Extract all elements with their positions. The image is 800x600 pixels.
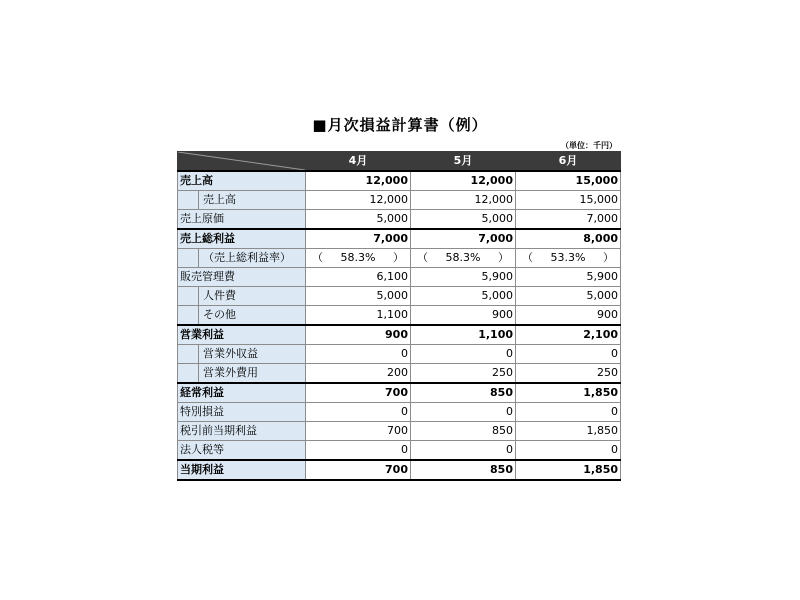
row-non-operating-income [178, 345, 621, 364]
cell-value: 7,000 [306, 229, 411, 249]
cell-value: 5,000 [411, 287, 516, 306]
paren-close: ） [603, 251, 614, 264]
row-label: 販売管理費 [178, 268, 306, 287]
corner-cell [178, 152, 306, 172]
row-label: 特別損益 [178, 403, 306, 422]
cell-value: 7,000 [516, 210, 621, 230]
cell-value: 5,900 [411, 268, 516, 287]
row-label: その他 [203, 308, 236, 321]
cell-value: 900 [411, 306, 516, 326]
cell-value: 700 [306, 422, 411, 441]
row-label-cell [178, 364, 306, 384]
row-label: 経常利益 [178, 383, 306, 403]
cell-value: 0 [306, 441, 411, 461]
row-ordinary-profit [178, 383, 621, 403]
cell-value: 0 [306, 345, 411, 364]
cell-value: 850 [411, 460, 516, 480]
cell-value: 5,000 [411, 210, 516, 230]
cell-value: 200 [306, 364, 411, 384]
cell-value: 15,000 [516, 191, 621, 210]
cell-value: 58.3% [340, 251, 376, 264]
cell-value: 0 [516, 441, 621, 461]
cell-value: 900 [516, 306, 621, 326]
row-label: （売上総利益率） [203, 251, 291, 264]
row-label-cell [178, 345, 306, 364]
row-label: 税引前当期利益 [178, 422, 306, 441]
header-row [178, 152, 621, 172]
cell-value: 1,100 [306, 306, 411, 326]
cell-value: 850 [411, 422, 516, 441]
cell-value: 900 [306, 325, 411, 345]
cell-value: 2,100 [516, 325, 621, 345]
unit-note: （単位：千円） [561, 141, 617, 150]
cell-value: 7,000 [411, 229, 516, 249]
cell-value: 700 [306, 460, 411, 480]
cell-value: 53.3% [550, 251, 586, 264]
cell-value: 12,000 [411, 171, 516, 191]
row-label-cell [178, 306, 306, 326]
row-label: 売上高 [203, 193, 236, 206]
row-extraordinary [178, 403, 621, 422]
cell-value: 1,850 [516, 460, 621, 480]
row-personnel [178, 287, 621, 306]
row-corporate-tax [178, 441, 621, 461]
row-label: 営業外費用 [203, 366, 258, 379]
row-sga [178, 268, 621, 287]
cell-percent [306, 249, 411, 268]
row-label: 売上高 [178, 171, 306, 191]
row-gross-profit [178, 229, 621, 249]
paren-open: （ [417, 251, 428, 264]
cell-value: 5,000 [306, 287, 411, 306]
cell-value: 0 [411, 345, 516, 364]
row-label: 売上原価 [178, 210, 306, 230]
cell-value: 1,850 [516, 383, 621, 403]
cell-value: 0 [411, 403, 516, 422]
paren-open: （ [312, 251, 323, 264]
income-statement-table [177, 151, 621, 481]
month-header-6: 6月 [516, 152, 621, 172]
row-label-cell [178, 191, 306, 210]
row-cost-of-sales [178, 210, 621, 230]
row-label-cell [178, 249, 306, 268]
row-label: 当期利益 [178, 460, 306, 480]
cell-value: 850 [411, 383, 516, 403]
cell-value: 0 [306, 403, 411, 422]
cell-value: 12,000 [306, 171, 411, 191]
cell-value: 0 [516, 403, 621, 422]
row-sales-total [178, 171, 621, 191]
cell-value: 250 [411, 364, 516, 384]
row-label: 営業外収益 [203, 347, 258, 360]
row-label-cell [178, 287, 306, 306]
row-label: 売上総利益 [178, 229, 306, 249]
diagonal-line-icon [178, 152, 305, 170]
cell-percent [516, 249, 621, 268]
row-label: 人件費 [203, 289, 236, 302]
cell-value: 8,000 [516, 229, 621, 249]
cell-value: 1,850 [516, 422, 621, 441]
cell-value: 5,900 [516, 268, 621, 287]
month-header-4: 4月 [306, 152, 411, 172]
cell-value: 6,100 [306, 268, 411, 287]
cell-value: 5,000 [306, 210, 411, 230]
paren-close: ） [498, 251, 509, 264]
cell-percent [411, 249, 516, 268]
cell-value: 12,000 [411, 191, 516, 210]
row-sales [178, 191, 621, 210]
cell-value: 1,100 [411, 325, 516, 345]
report-title: ■月次損益計算書（例） [312, 116, 488, 134]
row-non-operating-expense [178, 364, 621, 384]
cell-value: 0 [411, 441, 516, 461]
paren-open: （ [522, 251, 533, 264]
cell-value: 250 [516, 364, 621, 384]
cell-value: 15,000 [516, 171, 621, 191]
paren-close: ） [393, 251, 404, 264]
cell-value: 58.3% [445, 251, 481, 264]
cell-value: 0 [516, 345, 621, 364]
month-header-5: 5月 [411, 152, 516, 172]
row-pretax-profit [178, 422, 621, 441]
row-other [178, 306, 621, 326]
row-label: 法人税等 [178, 441, 306, 461]
row-net-profit [178, 460, 621, 480]
cell-value: 5,000 [516, 287, 621, 306]
cell-value: 12,000 [306, 191, 411, 210]
row-gross-margin [178, 249, 621, 268]
row-label: 営業利益 [178, 325, 306, 345]
row-operating-profit [178, 325, 621, 345]
cell-value: 700 [306, 383, 411, 403]
